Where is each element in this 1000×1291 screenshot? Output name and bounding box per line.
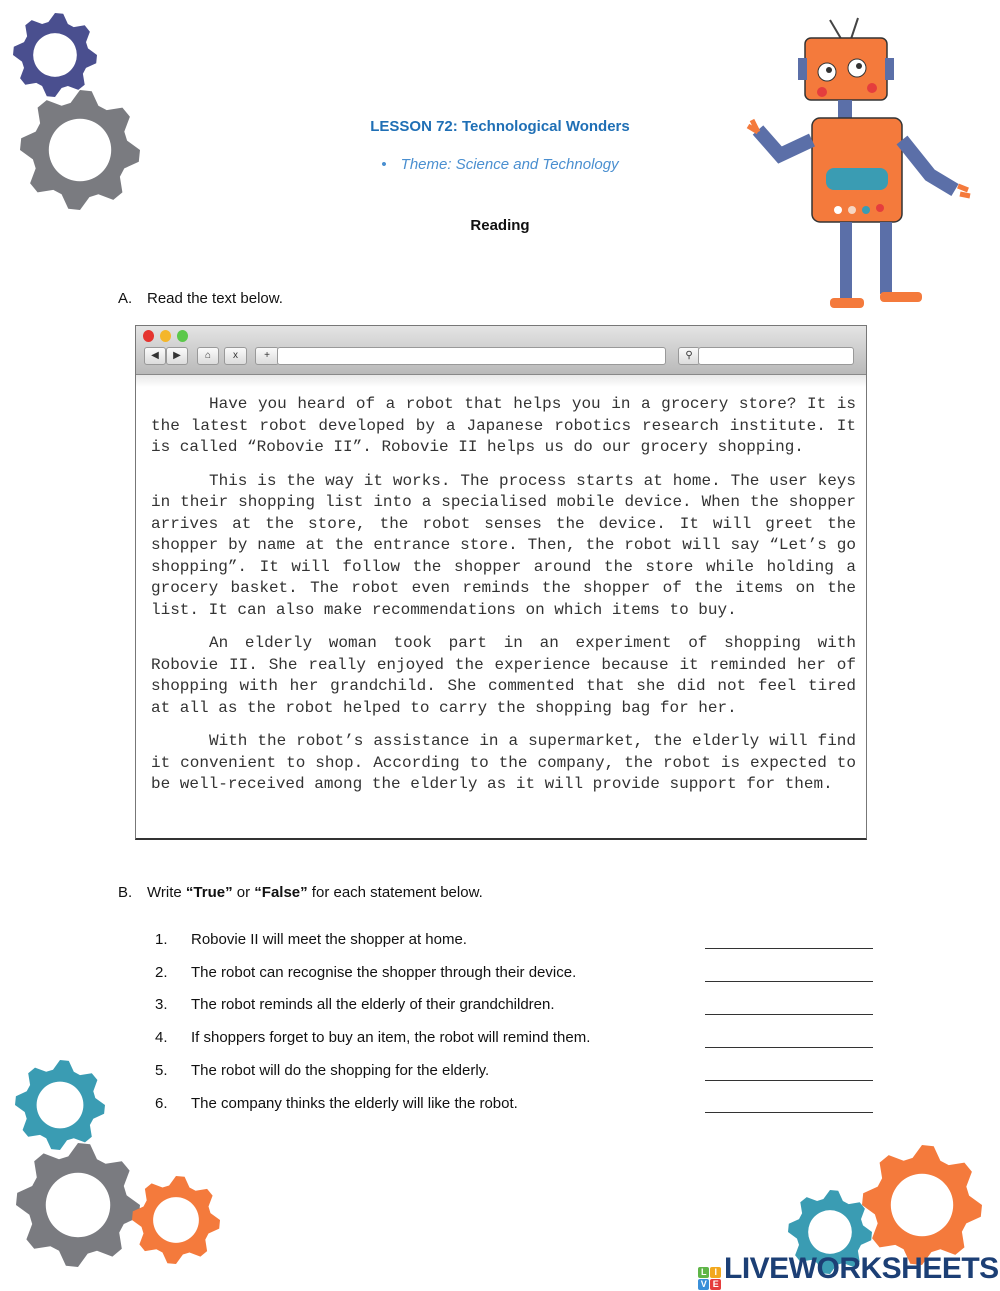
minimize-light-icon (160, 330, 171, 342)
section-b-instruction (118, 884, 483, 901)
section-a-instruction (118, 290, 283, 307)
logo-letter: I (710, 1267, 721, 1278)
question-number: 2. (155, 964, 168, 981)
home-button[interactable]: ⌂ (197, 347, 219, 365)
instruction-text: or (232, 884, 255, 901)
gear-icon (862, 1145, 982, 1265)
answer-blank-3[interactable] (705, 1000, 873, 1015)
question-text: If shoppers forget to buy an item, the robot will remind them. (191, 1029, 591, 1046)
back-button[interactable]: ◀ (144, 347, 166, 365)
logo-letter: L (698, 1267, 709, 1278)
instruction-text: Write (147, 884, 186, 901)
reading-passage (151, 394, 856, 808)
instruction-text: Read the text below. (147, 290, 283, 307)
search-button[interactable]: ⚲ (678, 347, 700, 365)
gear-icon (13, 13, 97, 97)
instruction-text: for each statement below. (307, 884, 483, 901)
gear-icon (15, 1060, 105, 1150)
gear-icon (16, 1143, 140, 1267)
question-text: The company thinks the elderly will like the robot. (191, 1095, 518, 1112)
true-keyword: “True” (185, 884, 233, 901)
question-item (155, 931, 467, 948)
close-light-icon (143, 330, 154, 342)
paragraph: Have you heard of a robot that helps you in a grocery store? It is the latest robot developed by a Japanese robotics research institute. It is called “Robovie II”. Robovie II helps us do our grocery shopping. (151, 395, 856, 456)
question-text: The robot will do the shopping for the elderly. (191, 1062, 490, 1079)
question-item (155, 1062, 489, 1079)
logo-letter: E (710, 1279, 721, 1290)
logo-text: LIVEWORKSHEETS (724, 1252, 999, 1285)
answer-blank-1[interactable] (705, 934, 873, 949)
paragraph: This is the way it works. The process starts at home. The user keys in their shopping list into a specialised mobile device. When the shopper arrives at the store, the robot senses the device. It will greet the shopper by name at the entrance store. Then, the robot will say “Let’s go shopping”. It will follow the shopper around the store while holding a grocery basket. The robot even reminds the shopper of the items on the list. It can also make recommendations on which items to buy. (151, 471, 856, 619)
question-item (155, 1029, 590, 1046)
question-number: 4. (155, 1029, 168, 1046)
lesson-theme (0, 156, 1000, 173)
gear-icon (132, 1176, 220, 1264)
question-number: 1. (155, 931, 168, 948)
answer-blank-5[interactable] (705, 1066, 873, 1081)
stop-button[interactable]: x (224, 347, 247, 365)
lesson-title: LESSON 72: Technological Wonders (370, 118, 630, 135)
theme-text: Theme: Science and Technology (400, 156, 619, 173)
paragraph: An elderly woman took part in an experiment of shopping with Robovie II. She really enjoyed the experience because it reminded her of shopping with her grandchild. She commented that she did not feel tired at all as the robot helped to carry the shopping bag for her. (151, 634, 856, 717)
gear-icon (20, 90, 140, 210)
question-text: The robot reminds all the elderly of their grandchildren. (191, 996, 555, 1013)
answer-blank-6[interactable] (705, 1098, 873, 1113)
address-bar[interactable] (277, 347, 666, 365)
answer-blank-4[interactable] (705, 1033, 873, 1048)
search-input[interactable] (698, 347, 854, 365)
answer-blank-2[interactable] (705, 967, 873, 982)
paragraph: With the robot’s assistance in a supermarket, the elderly will find it convenient to shop. According to the company, the robot is expected to be well-received among the elderly as it will provide support for them. (151, 732, 856, 793)
false-keyword: “False” (254, 884, 308, 901)
section-label: B. (118, 884, 133, 901)
section-label: A. (118, 290, 133, 307)
maximize-light-icon (177, 330, 188, 342)
browser-frame (135, 325, 867, 840)
browser-toolbar (136, 326, 866, 375)
question-item (155, 996, 555, 1013)
question-number: 5. (155, 1062, 168, 1079)
question-number: 6. (155, 1095, 168, 1112)
add-tab-button[interactable]: + (255, 347, 279, 365)
logo-letter: V (698, 1279, 709, 1290)
toolbar-shadow (136, 375, 866, 387)
liveworksheets-logo (698, 1252, 999, 1290)
question-item (155, 1095, 518, 1112)
logo-mark-icon (698, 1267, 721, 1290)
question-number: 3. (155, 996, 168, 1013)
question-text: Robovie II will meet the shopper at home. (191, 931, 467, 948)
question-item (155, 964, 576, 981)
question-text: The robot can recognise the shopper through their device. (191, 964, 577, 981)
bullet-icon: • (381, 156, 387, 173)
section-heading: Reading (470, 217, 530, 234)
forward-button[interactable]: ▶ (166, 347, 188, 365)
